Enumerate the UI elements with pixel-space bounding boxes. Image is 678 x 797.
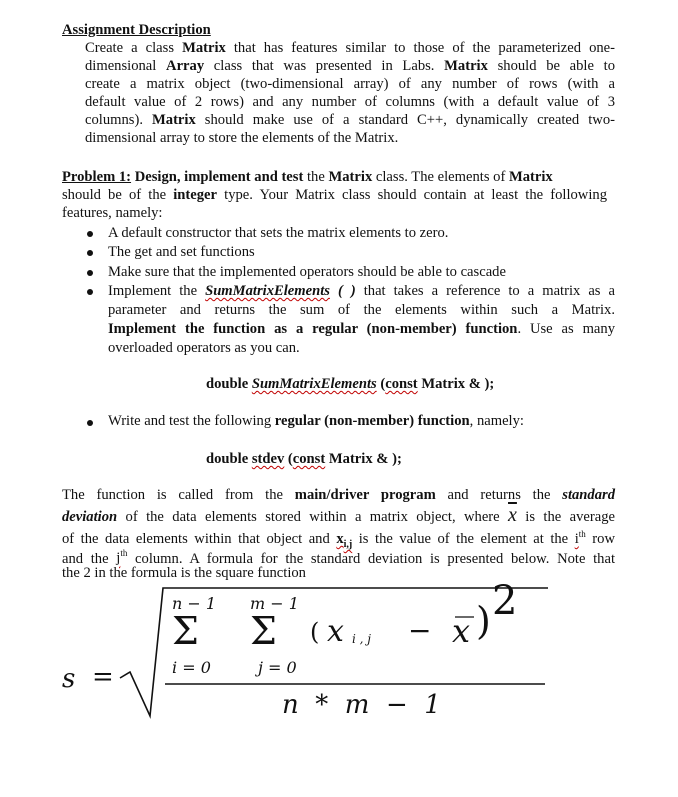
text-run: , namely:: [469, 413, 524, 429]
text-run: Matrix: [444, 58, 488, 74]
text-run: that takes a reference to a matrix as a: [355, 283, 615, 299]
problem1-heading: Problem 1:: [62, 169, 132, 185]
text-run: row: [585, 530, 615, 547]
text-run: default value of 2 rows) and any number of columns (with a default value of 3: [85, 94, 615, 110]
formula-equals: =: [92, 662, 114, 692]
text-run: column. A formula for the standard deviation is presented below. Note that: [127, 550, 616, 567]
sigma-1: Σ: [172, 609, 199, 653]
text-run: class. The elements of: [372, 169, 509, 185]
text-run: should make use of a standard C++, dynamically created two-: [195, 112, 615, 128]
text-run: i,j: [343, 538, 353, 550]
text-run: type. Your Matrix class should contain at least the following: [217, 187, 607, 203]
text-run: Matrix: [152, 112, 196, 128]
text-run: Matrix: [182, 40, 226, 56]
formula-x: x: [327, 614, 344, 649]
text-run: Array: [166, 58, 205, 74]
denominator: n * m − 1: [282, 690, 441, 720]
text-run: Implement the function as a regular (non-member) function: [108, 321, 518, 337]
text-run: and returns the: [435, 487, 563, 503]
text-run: of the data elements within that object and: [62, 530, 337, 547]
text-run: is the value of the element at the: [352, 530, 575, 547]
text-run: double: [206, 376, 252, 392]
text-run: double: [206, 451, 252, 467]
text-run: Create a class: [85, 40, 183, 56]
text-run: Matrix: [328, 169, 373, 185]
text-run: (: [376, 376, 386, 392]
text-run: . Use as many: [517, 321, 616, 337]
exponent-2: 2: [492, 578, 518, 624]
text-run: Design, implement and test: [131, 169, 304, 185]
text-run: Make sure that the implemented operators should be able to cascade: [108, 264, 506, 280]
text-run: dimensional: [85, 58, 167, 74]
text-run: features, namely:: [62, 205, 163, 221]
text-run: deviation: [62, 508, 118, 525]
text-run: (: [284, 451, 293, 467]
text-run: The get and set functions: [108, 244, 255, 260]
formula-x-subscript: i , j: [352, 632, 372, 646]
assignment-heading: Assignment Description: [62, 22, 211, 38]
text-run: $j^{th}$: [116, 548, 128, 567]
sum1-upper: n − 1: [172, 594, 217, 613]
text-run: dimensional array to store the elements of the Matrix.: [85, 130, 399, 146]
text-run: the: [303, 169, 329, 185]
text-run: ( ): [329, 283, 356, 299]
text-run: should be of the: [62, 187, 174, 203]
text-run: the 2 in the formula is the square function: [62, 565, 306, 581]
text-run: Matrix & );: [417, 376, 495, 392]
text-run: Matrix & );: [325, 451, 402, 467]
formula-xbar: x: [452, 612, 471, 650]
text-run: create a matrix object (two-dimensional array) of any number of rows (with a: [85, 76, 615, 92]
sum2-lower: j = 0: [258, 658, 297, 677]
text-run: The function is called from the: [62, 487, 295, 503]
formula-minus: −: [408, 614, 432, 647]
text-run: stdev: [251, 451, 285, 467]
text-run: const: [385, 376, 418, 392]
text-run: overloaded operators as you can.: [108, 340, 300, 356]
text-run: parameter and returns the sum of the elements within such a Matrix.: [108, 302, 615, 318]
text-run: main/driver program: [294, 487, 436, 503]
text-run: standard: [562, 487, 615, 503]
text-run: $i^{th}$: [574, 529, 586, 547]
sum1-lower: i = 0: [172, 658, 211, 677]
text-run: columns).: [85, 112, 152, 128]
sum2-upper: m − 1: [250, 594, 299, 613]
text-run: that has features similar to those of the parameterized one-: [225, 40, 616, 56]
text-run: regular (non-member) function: [274, 413, 470, 429]
text-run: of the data elements stored within a matrix object, where: [117, 508, 509, 525]
text-run: Implement the: [108, 283, 206, 299]
text-run: x: [336, 530, 344, 547]
text-run: integer: [173, 187, 218, 203]
text-run: $\overline{x}$: [508, 503, 517, 526]
text-run: should be able to: [487, 58, 615, 74]
close-paren: ): [476, 599, 491, 643]
text-run: SumMatrixElements: [205, 283, 330, 299]
text-run: Write and test the following: [108, 413, 275, 429]
formula-s: s: [62, 664, 76, 694]
text-run: is the average: [516, 508, 615, 525]
text-run: class that was presented in Labs.: [204, 58, 445, 74]
text-run: Matrix: [508, 169, 553, 185]
text-run: SumMatrixElements: [251, 376, 377, 392]
text-run: and the: [62, 550, 117, 567]
text-run: const: [292, 451, 326, 467]
text-run: A default constructor that sets the matrix elements to zero.: [108, 225, 449, 241]
sigma-2: Σ: [250, 609, 277, 653]
open-paren: (: [310, 618, 320, 646]
